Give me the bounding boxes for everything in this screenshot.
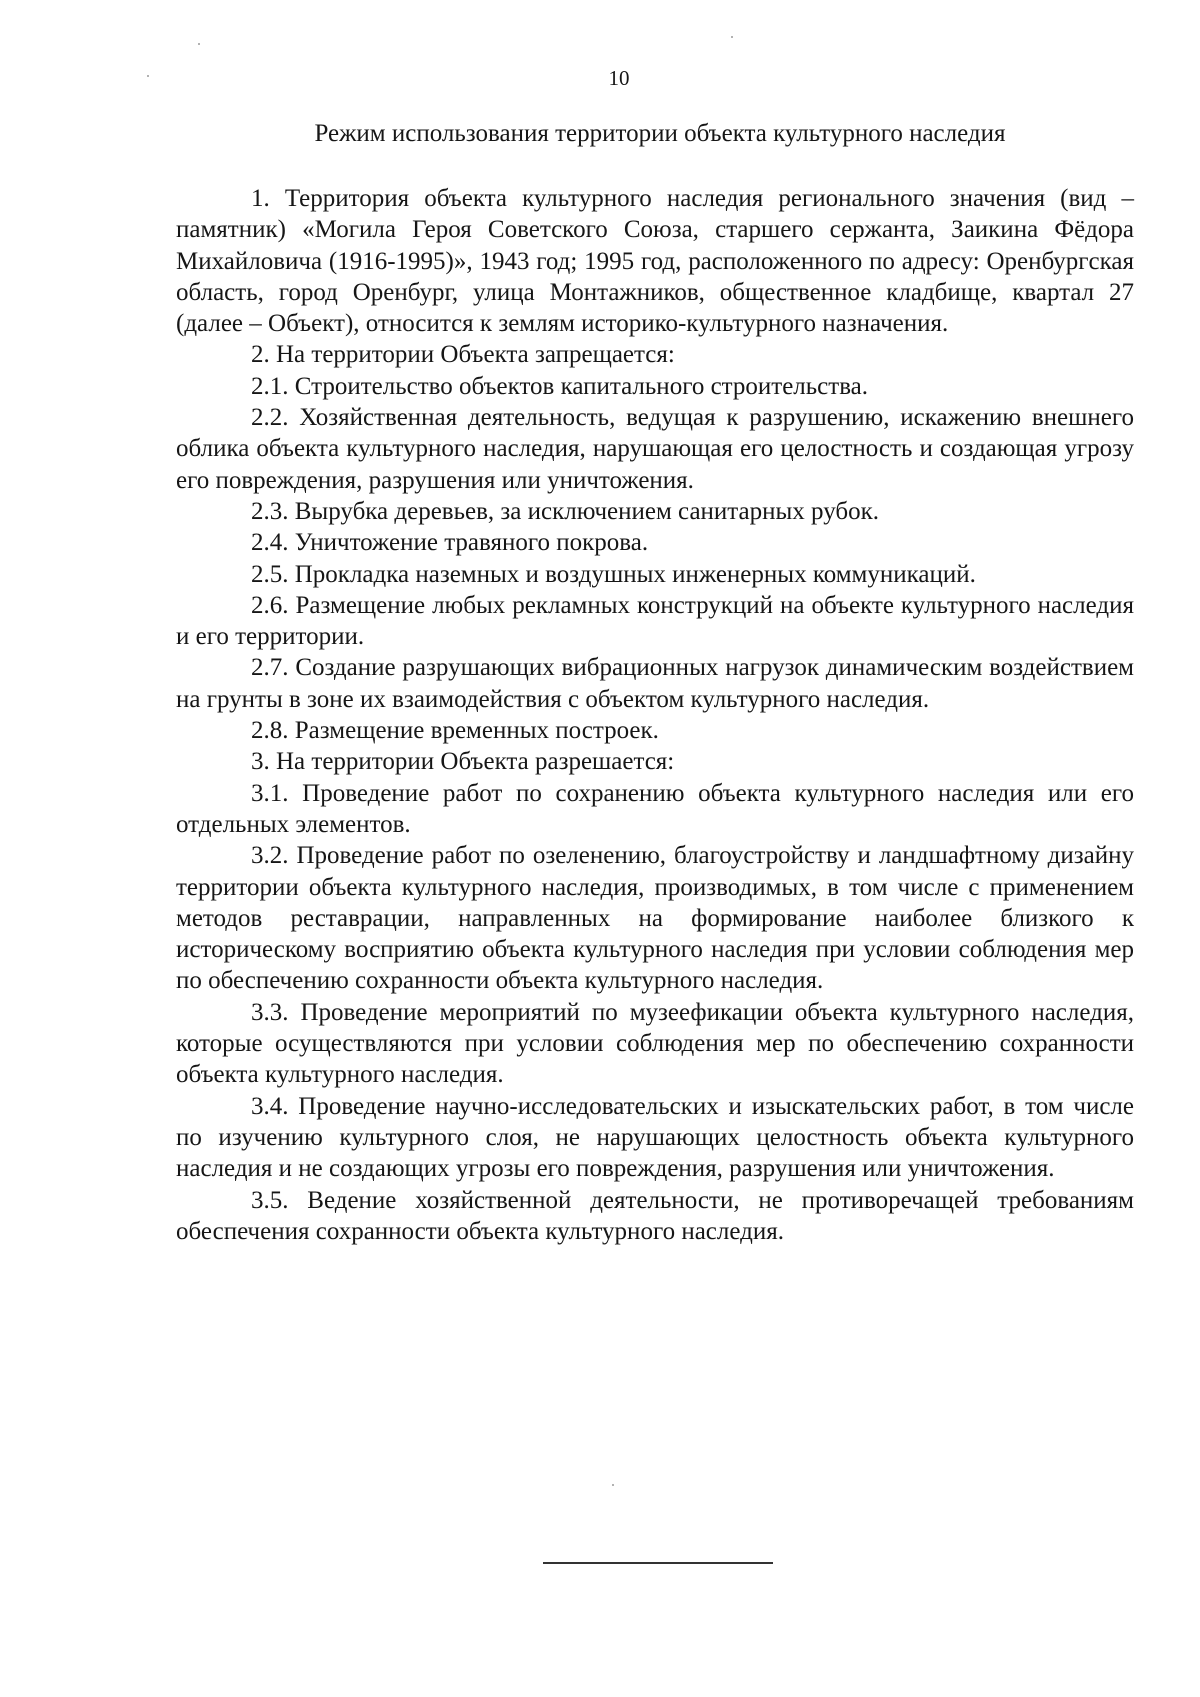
paragraph-2-5: 2.5. Прокладка наземных и воздушных инженерных коммуникаций.: [251, 560, 976, 588]
scan-speck: [731, 36, 733, 38]
paragraph-2-7: 2.7. Создание разрушающих вибрационных нагрузок динамическим воздействием на грунты в зоне их взаимодействия с объектом культурного наследия.: [176, 654, 1134, 713]
paragraph-2-8: 2.8. Размещение временных построек.: [251, 717, 659, 745]
paragraph-2-1: 2.1. Строительство объектов капитального строительства.: [251, 372, 869, 400]
paragraph-3-2: 3.2. Проведение работ по озеленению, благоустройству и ландшафтному дизайну территории объекта культурного наследия, производимых, в том числе с применением методов реставрации, направленных на формирование наиболее близкого к историческому восприятию объекта культурного наследия при условии соблюдения мер по обеспечению сохранности объекта культурного наследия.: [176, 842, 1134, 995]
scan-speck: [198, 43, 200, 45]
paragraph-2-3: 2.3. Вырубка деревьев, за исключением санитарных рубок.: [251, 497, 880, 525]
scan-speck: [612, 1484, 614, 1486]
document-body: [176, 183, 1134, 1247]
paragraph-2-2: 2.2. Хозяйственная деятельность, ведущая к разрушению, искажению внешнего облика объекта культурного наследия, нарушающая его целостность и создающая угрозу его повреждения, разрушения или уничтожения.: [176, 404, 1134, 494]
paragraph-3-4: 3.4. Проведение научно-исследовательских и изыскательских работ, в том числе по изучению культурного слоя, не нарушающих целостность объекта культурного наследия и не создающих угрозы его повреждения, разрушения или уничтожения.: [176, 1092, 1134, 1183]
paragraph-2-4: 2.4. Уничтожение травяного покрова.: [251, 529, 649, 557]
paragraph-1: 1. Территория объекта культурного наследия регионального значения (вид – памятник) «Могила Героя Советского Союза, старшего сержанта, Заикина Фёдора Михайловича (1916-1995)», 1943 год; 1995 год, расположенного по адресу: Оренбургская область, город Оренбург, улица Монтажников, общественное кладбище, квартал 27 (далее – Объект), относится к землям историко-культурного назначения.: [176, 185, 1134, 338]
paragraph-3-3: 3.3. Проведение мероприятий по музеефикации объекта культурного наследия, которые осуществляются при условии соблюдения мер по обеспечению сохранности объекта культурного наследия.: [176, 998, 1134, 1089]
document-title: Режим использования территории объекта культурного наследия: [314, 120, 1006, 147]
scan-speck: [147, 75, 149, 77]
end-of-document-rule: [543, 1562, 773, 1564]
paragraph-3-1: 3.1. Проведение работ по сохранению объекта культурного наследия или его отдельных элементов.: [176, 779, 1134, 838]
paragraph-3-5: 3.5. Ведение хозяйственной деятельности, не противоречащей требованиям обеспечения сохранности объекта культурного наследия.: [176, 1186, 1134, 1245]
paragraph-2: 2. На территории Объекта запрещается:: [251, 341, 675, 369]
paragraph-2-6: 2.6. Размещение любых рекламных конструкций на объекте культурного наследия и его территории.: [176, 591, 1134, 651]
page-number: 10: [608, 66, 630, 90]
paragraph-3: 3. На территории Объекта разрешается:: [251, 748, 675, 776]
